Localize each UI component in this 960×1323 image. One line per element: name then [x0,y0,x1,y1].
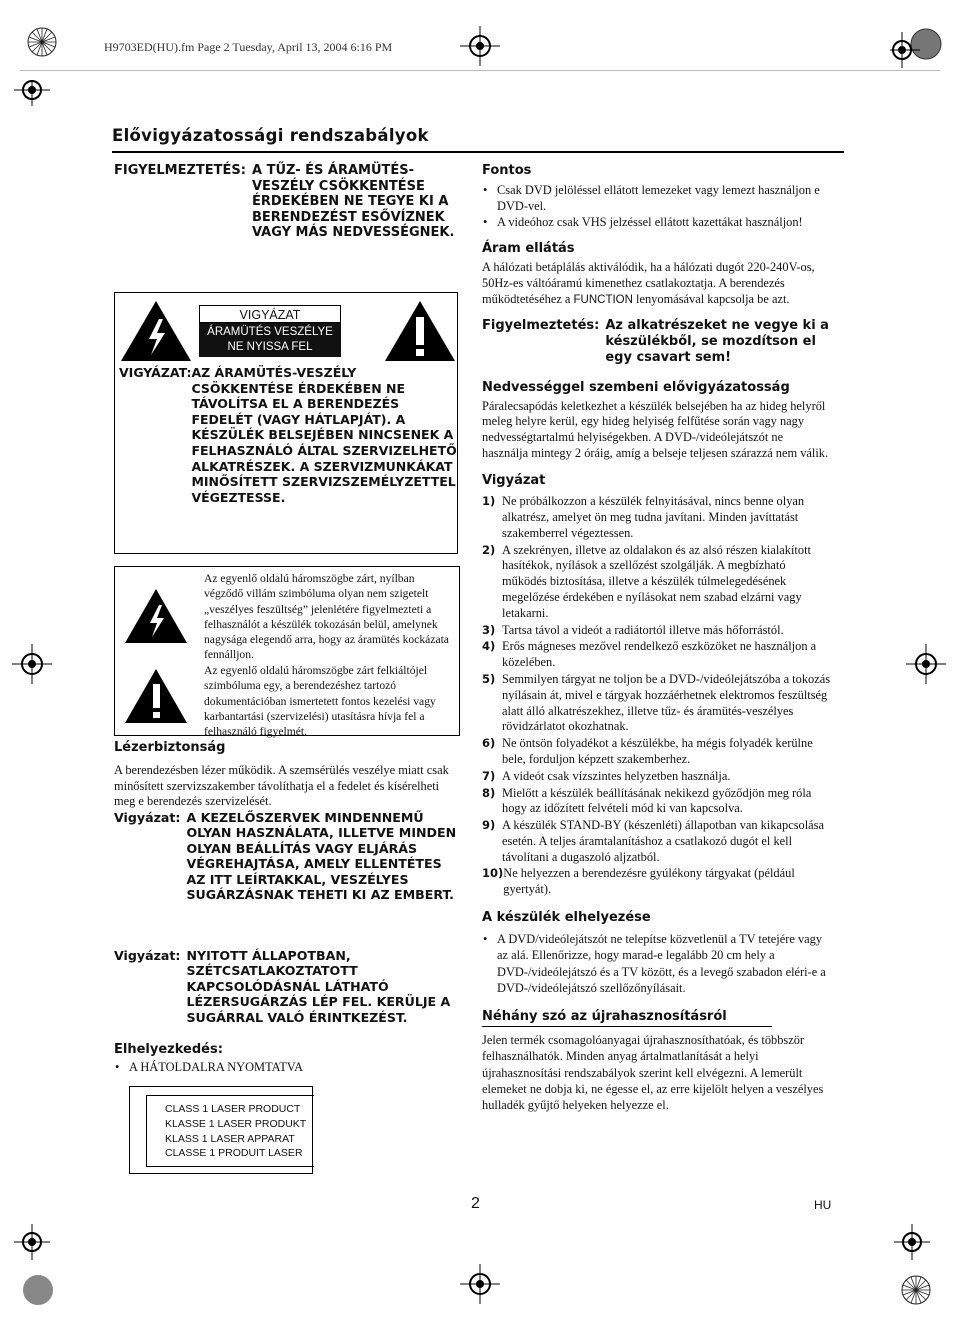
main-warning [114,163,460,241]
right-column [482,163,832,1113]
fontos-heading: Fontos [482,163,532,178]
laser-label-line-3: KLASS 1 LASER APPARAT [165,1132,295,1145]
crosshair-top-right [890,18,920,78]
function-button-label: FUNCTION [573,294,633,307]
figyelmeztetes-label: Figyelmeztetés: [482,318,600,334]
registration-mark-top-left [20,20,64,64]
exclamation-symbol-text: Az egyenlő oldalú háromszögbe zárt felkiáltójel szimbóluma egy, a berendezéshez tartozó dokumentációban ismertetett fontos kezelési vagy karbantartási (szervizelési) utasításra hívja fel a felhasználó figyelmét. [204,664,436,739]
caution-label-title: VIGYÁZAT [199,305,341,323]
caution-statement [119,365,457,505]
vigyazat-item: 4) Erős mágneses mezővel rendelkező eszközöket ne használjon a közelében. [482,639,817,670]
caution-label-line1: ÁRAMÜTÉS VESZÉLYE [207,326,333,338]
laser-class-inner [146,1095,314,1167]
fontos-list [482,183,832,230]
vigyazat-item: 2) A szekrényen, illetve az oldalakon és az alsó részen kialakított hasítékok, nyílások a szellőzést szolgálják. A megbízható működés biztosítása, illetve a készülék túlmelegedésének megelőzése érdekében e nyílásokat nem szabad elzárni vagy letakarni. [482,542,811,620]
crosshair-right-middle [904,642,948,686]
laser-class-label [129,1086,313,1174]
ujrahasznositas-heading: Néhány szó az újrahasznosításról [482,1008,727,1024]
caution-label-shock [199,323,341,357]
caution-box [114,292,458,554]
registration-mark-bottom-left [18,1270,58,1310]
ujrahasznositas-rule [482,1026,772,1028]
header-rule [20,70,940,71]
crosshair-top-center [452,18,508,74]
lightning-triangle-icon [119,299,193,363]
laser-warning-1 [114,810,460,902]
exclamation-triangle-icon [383,299,457,363]
crosshair-bottom-left [0,1220,60,1264]
crosshair-bottom-center [452,1256,508,1312]
laser-warning-1-label: Vigyázat: [114,810,181,825]
caution-statement-text: AZ ÁRAMÜTÉS-VESZÉLY CSÖKKENTÉSE ÉRDEKÉBEN NE TÁVOLÍTSA EL A BERENDEZÉS FEDELÉT (VAGY HÁTLAPJÁT). A KÉSZÜLÉK BELSEJÉBEN NINCSENEK A FELHASZNÁLÓ ÁLTAL SZERVIZELHETŐ ALKATRÉSZEK. A SZERVIZMUNKÁKAT MINŐSÍTETT SZERVIZSZEMÉLYZETTEL VÉGEZTESSE. [191,365,457,505]
fontos-item-1: • Csak DVD jelöléssel ellátott lemezeket vagy lemezt használjon e DVD-vel. [482,183,832,215]
elhelyezes-list [482,931,832,997]
elhelyezes-item: • A DVD/videólejátszót ne telepítse közvetlenül a TV tetejére vagy az alá. Ellenőrizze, hogy marad-e legalább 20 cm hely a DVD-/videólejátszó és a TV között, és a levegő szabadon eléri-e a DVD-/videólejátszó szellőzőnyílásait. [482,931,832,997]
location-item: • A HÁTOLDALRA NYOMTATVA [114,1060,444,1076]
laser-label-line-4: CLASSE 1 PRODUIT LASER [165,1147,303,1160]
title-rule [112,151,844,153]
aram-text [482,259,832,308]
vigyazat-item: 9) A készülék STAND-BY (készenléti) állapotban van kikapcsolása esetén. A teljes áramtalanításhoz a csatlakozó dugót el kell távolítani a dugaszoló aljzatból. [482,818,824,864]
laser-warning-1-text: A KEZELŐSZERVEK MINDENNEMŰ OLYAN HASZNÁLATA, ILLETVE MINDEN OLYAN BEÁLLÍTÁS VAGY ELJÁRÁS VÉGREHAJTÁSA, AMELY ELLENTÉTES AZ ITT LEÍRTAKKAL, VESZÉLYES SUGÁRZÁSNAK TEHETI KI AZ EMBERT. [186,810,457,903]
laser-warning-2-label: Vigyázat: [114,948,181,963]
vigyazat-item: 8) Mielőtt a készülék beállításának nekikezd győződjön meg róla hogy az időzített felvételi mód ki van kapcsolva. [482,785,812,816]
vigyazat-item: 1) Ne próbálkozzon a készülék felnyitásával, nincs benne olyan alkatrész, amelyet ön meg tudna javítani. Minden javíttatást szakemberrel végeztessen. [482,494,805,540]
laser-label-line-1: CLASS 1 LASER PRODUCT [165,1103,301,1115]
laser-warning-2-text: NYITOTT ÁLLAPOTBAN, SZÉTCSATLAKOZTATOTT KAPCSOLÓDÁSNÁL LÁTHATÓ LÉZERSUGÁRZÁS LÉP FEL. KERÜLJE A SUGÁRRAL VALÓ ÉRINTKEZÉST. [186,948,451,1025]
caution-label-line2: NE NYISSA FEL [227,341,313,353]
laser-warning-2 [114,948,460,1025]
nedvesseg-heading: Nedvességgel szembeni elővigyázatosság [482,379,790,395]
vigyazat-list [482,494,832,898]
vigyazat-item: 7) A videót csak vízszintes helyzetben használja. [482,768,731,783]
aram-text-before: A hálózati betáplálás aktiválódik, ha a hálózati dugót 220-240V-os, 50Hz-es váltóáramú kimenethez csatlakoztatja. A berendezés működtetéséhez a [482,260,815,307]
page-number: 2 [471,1195,480,1212]
location-list [114,1060,444,1076]
figyelmeztetes [482,318,832,365]
figyelmeztetes-text: Az alkatrészeket ne vegye ki a készülékből, se mozdítson el egy csavart sem! [605,318,829,365]
page-title: Elővigyázatossági rendszabályok [112,126,429,145]
ujrahasznositas-text: Jelen termék csomagolóanyagai újrahasznosíthatóak, és többször felhasználhatók. Minden anyag ártalmatlanítását a helyi újrahasznosítási rendszabályok szerint kell elvégezni. A lemerült elemeket ne dobja ki, ne égesse el, az erre kijelölt helyen a veszélyes hulladék gyűjtő helyeken helyezze el. [482,1033,824,1113]
lightning-symbol-icon [123,587,189,645]
laser-safety-heading: Lézerbiztonság [114,740,226,755]
crosshair-bottom-right [890,1220,934,1264]
registration-mark-bottom-right [896,1270,936,1310]
file-header: H9703ED(HU).fm Page 2 Tuesday, April 13, 2004 6:16 PM [104,40,393,54]
aram-text-after: lenyomásával kapcsolja be azt. [632,292,790,307]
crosshair-left-middle [10,642,54,686]
aram-heading: Áram ellátás [482,241,575,257]
nedvesseg-text: Páralecsapódás keletkezhet a készülék belsejében ha az hideg helyről meleg helyre kerül, egy hideg helyiség felfűtése során vagy nagy nedvességtartalmú helyiségekben. A DVD-/videólejátszót ne használja mintegy 2 óráig, amíg a belseje teljesen szárazzá nem válik. [482,398,829,460]
vigyazat-item: 5) Semmilyen tárgyat ne toljon be a DVD-/videólejátszóba a tokozás nyílásain át, mivel e tárgyak hozzáérhetnek elektromos feszültség alatt álló alkatrészekhez, illetve tűz- és áramütés-veszélyes rövidzárlatot okozhatnak. [482,671,831,734]
crosshair-top-left [0,80,60,110]
exclamation-symbol-icon [123,667,189,725]
fontos-item-2: • A videóhoz csak VHS jelzéssel ellátott kazettákat használjon! [482,215,832,231]
vigyazat-item: 6) Ne öntsön folyadékot a készülékbe, ha mégis folyadék kerülne bele, forduljon képzett szakemberhez. [482,736,813,766]
vigyazat-item: 10) Ne helyezzen a berendezésre gyúlékony tárgyakat (például gyertyát). [482,866,795,897]
lightning-symbol-text: Az egyenlő oldalú háromszögbe zárt, nyílban végződő villám szimbóluma olyan nem szigetelt „veszélyes feszültség” jelenlétére figyelmezteti a felhasználót a készülék tokozásán belül, amelynek nagysága elegendő arra, hogy az áramütés kockázata fennálljon. [204,572,449,662]
symbols-explanation-box [114,566,460,739]
language-code: HU [814,1198,832,1212]
main-warning-text: A TŰZ- ÉS ÁRAMÜTÉS-VESZÉLY CSÖKKENTÉSE ÉRDEKÉBEN NE TEGYE KI A BERENDEZÉST ESŐVÍZNEK VAGY MÁS NEDVESSÉGNEK. [251,163,455,241]
vigyazat-heading: Vigyázat [482,473,546,489]
location-heading: Elhelyezkedés: [114,1042,223,1057]
caution-statement-label: VIGYÁZAT: [119,365,192,380]
laser-label-line-2: KLASSE 1 LASER PRODUKT [165,1117,307,1130]
main-warning-label: FIGYELMEZTETÉS: [114,163,246,178]
elhelyezes-heading: A készülék elhelyezése [482,910,651,926]
laser-safety-text: A berendezésben lézer működik. A szemsérülés veszélye miatt csak minősített szervizszakember távolíthatja el a fedelet és kísérelheti meg e berendezés szervizelését. [114,763,449,809]
vigyazat-item: 3) Tartsa távol a videót a radiátortól illetve más hőforrástól. [482,622,784,637]
